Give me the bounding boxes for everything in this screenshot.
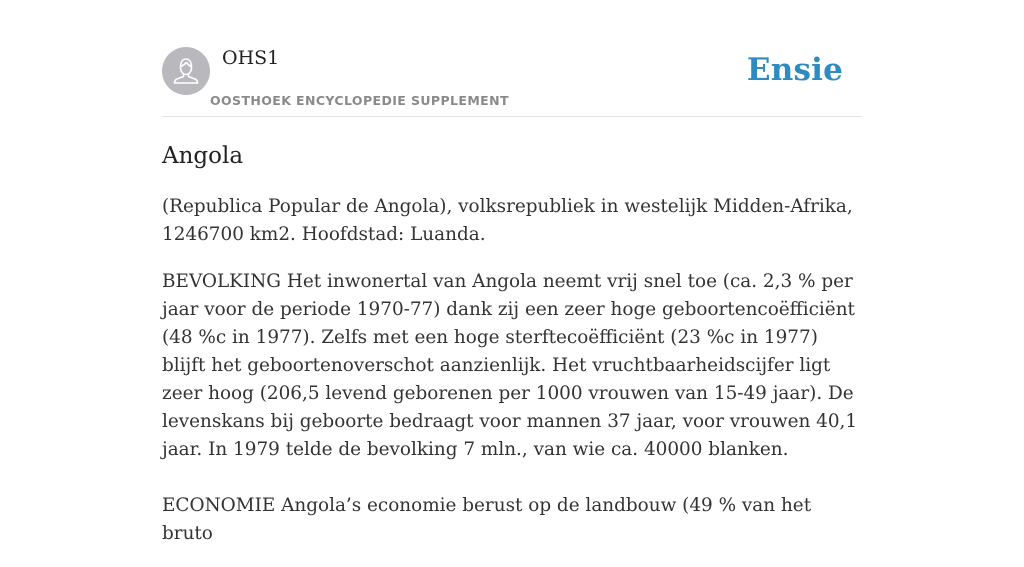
article-page <box>162 0 862 567</box>
author-name[interactable]: OHS1 <box>222 47 280 69</box>
article-header <box>162 0 862 117</box>
article-paragraph: BEVOLKING Het inwonertal van Angola neemt vrij snel toe (ca. 2,3 % per jaar voor de periode 1970-77) dank zij een zeer hoge geboortencoëfficiënt (48 %c in 1977). Zelfs met een hoge sterftecoëfficiënt (23 %c in 1977) blijft het geboortenoverschot aanzienlijk. Het vruchtbaarheidscijfer ligt zeer hoog (206,5 levend geborenen per 1000 vrouwen van 15-49 jaar). De levenskans bij geboorte bedraagt voor mannen 37 jaar, voor vrouwen 40,1 jaar. In 1979 telde de bevolking 7 mln., van wie ca. 40000 blanken. <box>162 271 858 460</box>
brand-logo[interactable]: Ensie <box>746 52 843 88</box>
user-icon <box>162 47 210 95</box>
avatar[interactable] <box>162 47 210 95</box>
article-paragraph: ECONOMIE Angola’s economie berust op de landbouw (49 % van het bruto <box>162 495 812 544</box>
page-title: Angola <box>162 143 244 169</box>
article-paragraph: (Republica Popular de Angola), volksrepubliek in westelijk Midden-Afrika, 1246700 km2. Hoofdstad: Luanda. <box>162 196 853 245</box>
source-label[interactable]: OOSTHOEK ENCYCLOPEDIE SUPPLEMENT <box>210 93 509 108</box>
article-body <box>162 193 862 548</box>
